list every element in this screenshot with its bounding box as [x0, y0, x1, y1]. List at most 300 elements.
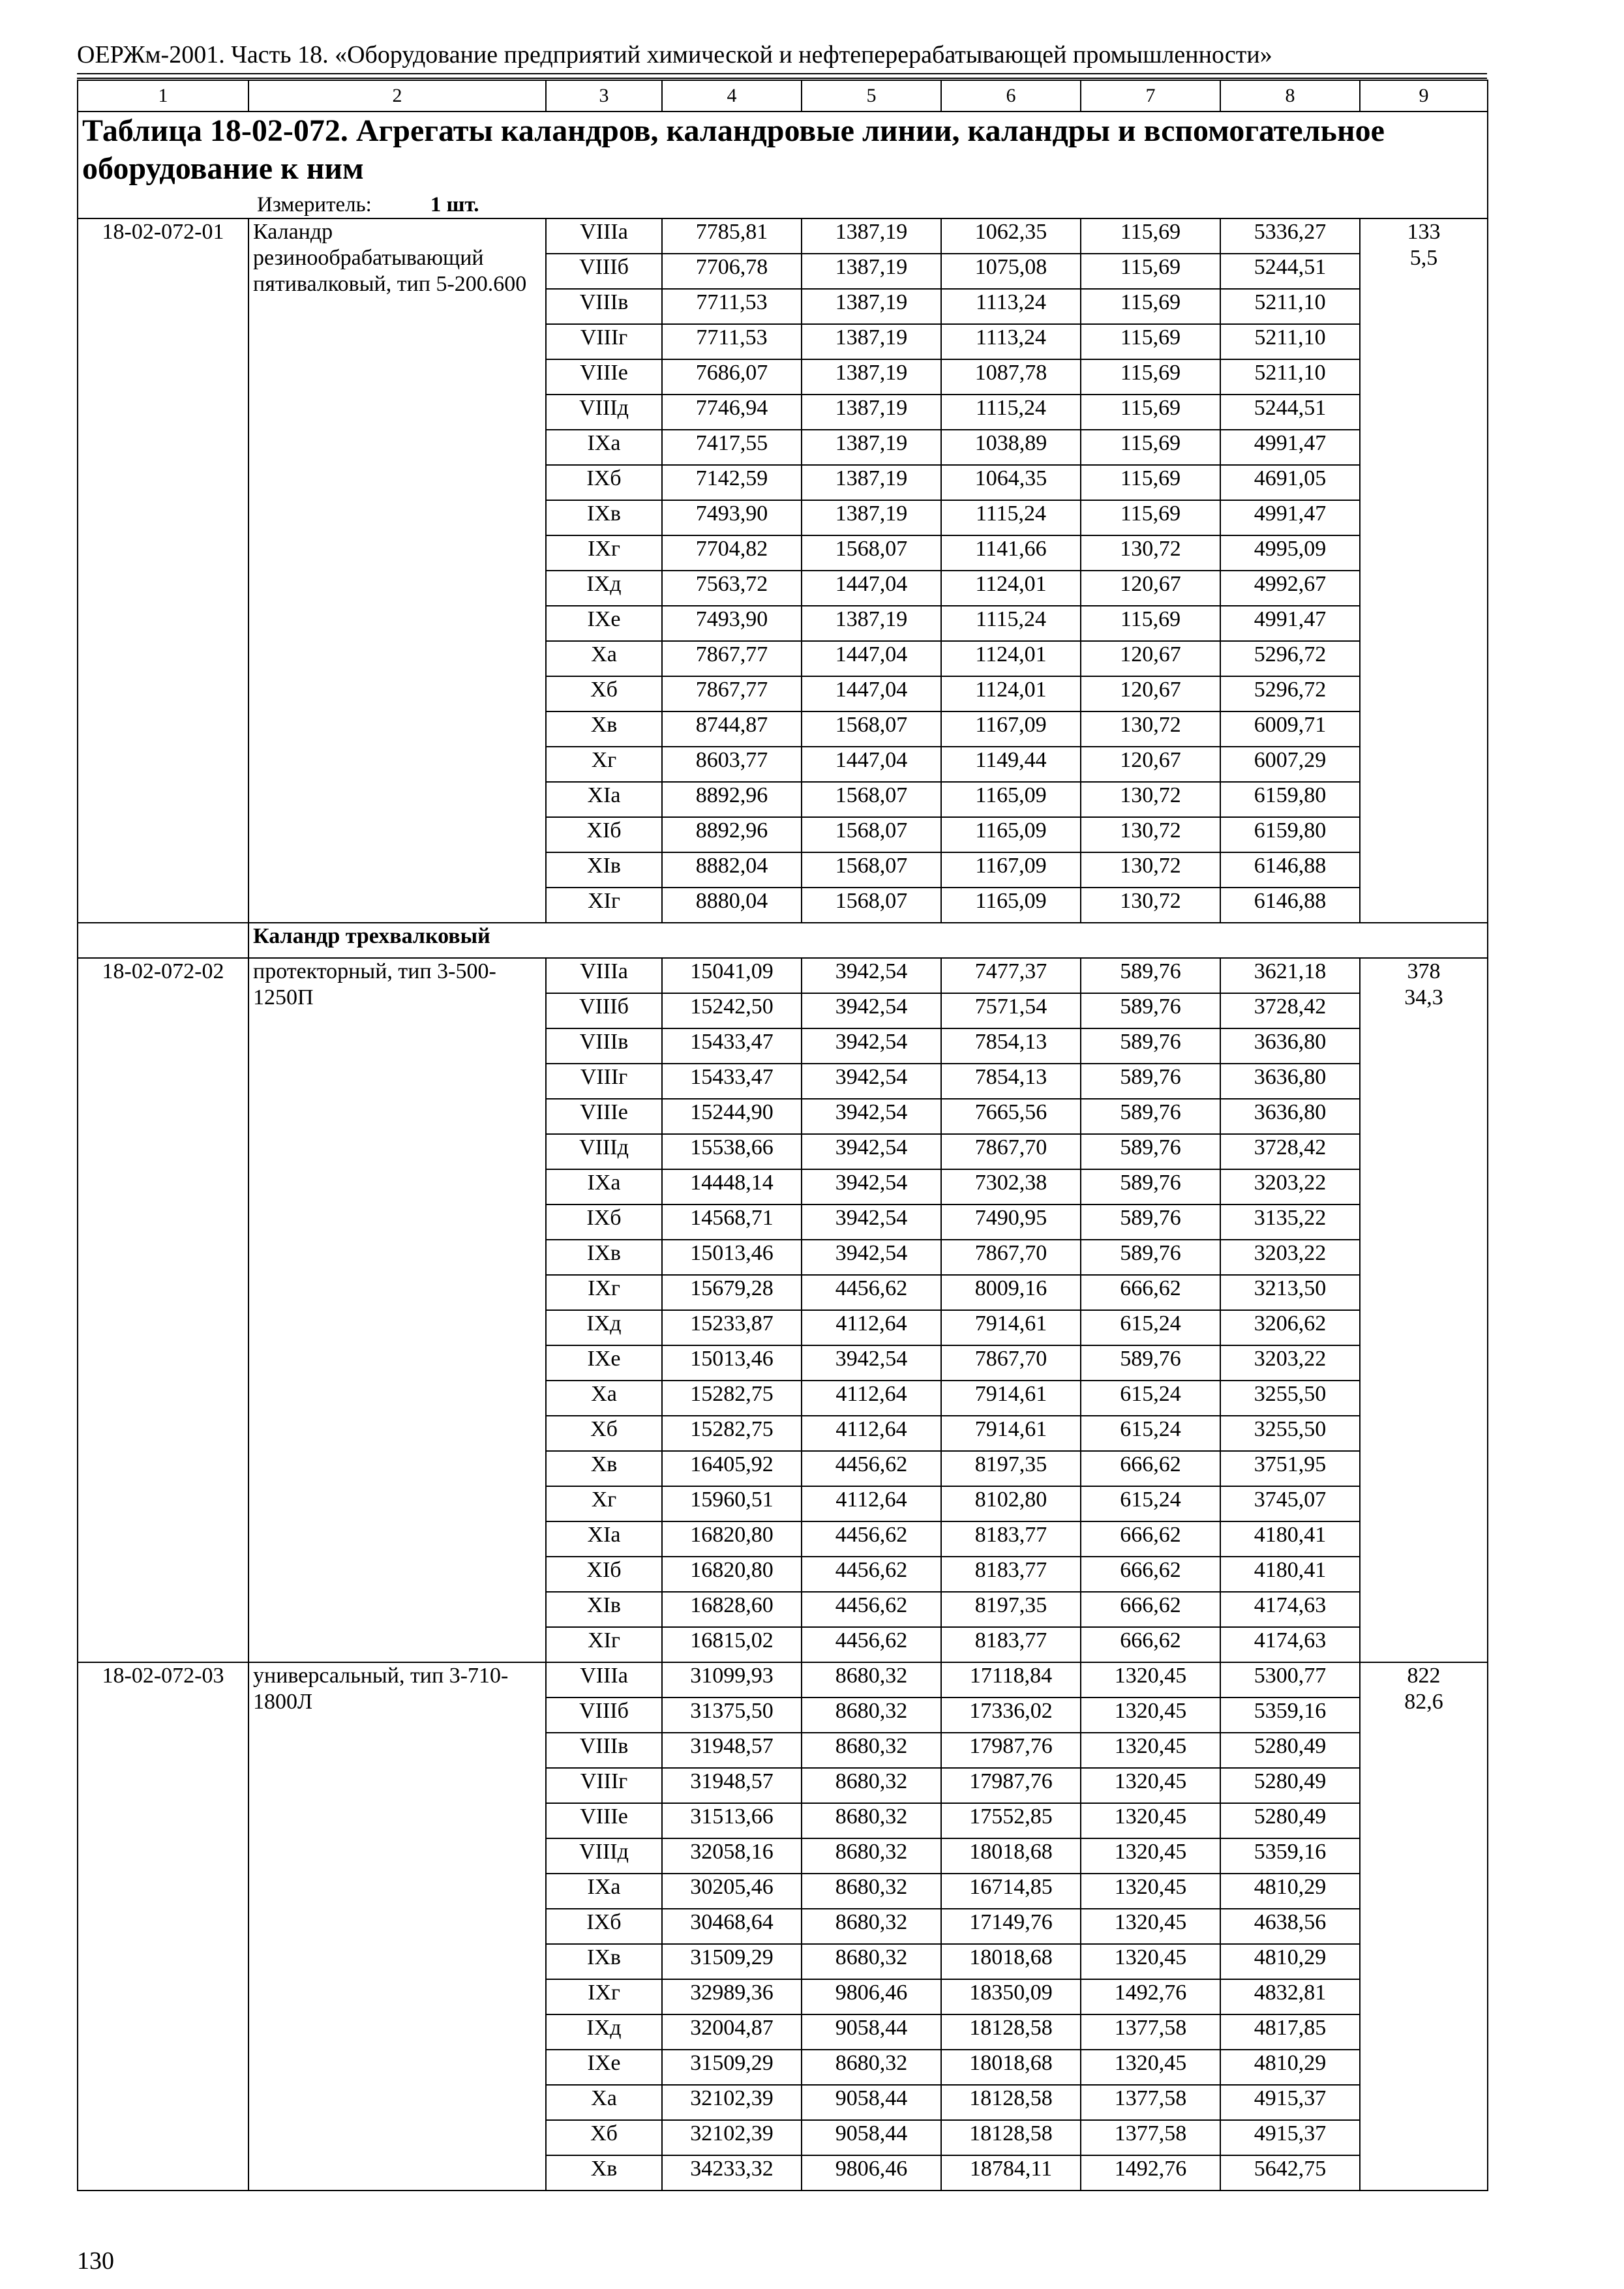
table-body: [78, 80, 1488, 2191]
value-cell: 5642,75: [1220, 2155, 1360, 2191]
value-cell: 5336,27: [1220, 218, 1360, 254]
value-cell: 15041,09: [662, 958, 802, 993]
value-cell: 3636,80: [1220, 1099, 1360, 1134]
value-cell: 1568,07: [802, 782, 941, 817]
zone-cell: IXг: [546, 1979, 662, 2014]
value-cell: 17336,02: [941, 1698, 1081, 1733]
zone-cell: XIб: [546, 1557, 662, 1592]
value-cell: 7867,70: [941, 1134, 1081, 1169]
value-cell: 31099,93: [662, 1662, 802, 1698]
value-cell: 1320,45: [1081, 1698, 1220, 1733]
value-cell: 15679,28: [662, 1275, 802, 1310]
value-cell: 16815,02: [662, 1627, 802, 1662]
value-cell: 4991,47: [1220, 606, 1360, 641]
value-cell: 7490,95: [941, 1204, 1081, 1240]
value-cell: 1387,19: [802, 500, 941, 535]
value-cell: 31948,57: [662, 1768, 802, 1803]
value-cell: 7785,81: [662, 218, 802, 254]
value-cell: 15282,75: [662, 1416, 802, 1451]
value-cell: 120,67: [1081, 571, 1220, 606]
value-cell: 4817,85: [1220, 2014, 1360, 2050]
value-cell: 1320,45: [1081, 1662, 1220, 1698]
value-cell: 1492,76: [1081, 1979, 1220, 2014]
value-cell: 3135,22: [1220, 1204, 1360, 1240]
value-cell: 8197,35: [941, 1592, 1081, 1627]
value-cell: 1320,45: [1081, 1733, 1220, 1768]
zone-cell: VIIIа: [546, 958, 662, 993]
value-cell: 115,69: [1081, 289, 1220, 324]
value-cell: 1387,19: [802, 359, 941, 395]
value-cell: 1320,45: [1081, 1874, 1220, 1909]
zone-cell: Xа: [546, 641, 662, 676]
column-number: 5: [802, 80, 941, 112]
value-cell: 31513,66: [662, 1803, 802, 1838]
value-cell: 3728,42: [1220, 993, 1360, 1028]
value-cell: 615,24: [1081, 1416, 1220, 1451]
value-cell: 3206,62: [1220, 1310, 1360, 1345]
zone-cell: Xг: [546, 1486, 662, 1521]
value-cell: 4691,05: [1220, 465, 1360, 500]
extra-values: [1360, 218, 1488, 923]
value-cell: 9806,46: [802, 2155, 941, 2191]
value-cell: 8197,35: [941, 1451, 1081, 1486]
value-cell: 1167,09: [941, 711, 1081, 747]
value-cell: 8680,32: [802, 1662, 941, 1698]
value-cell: 1062,35: [941, 218, 1081, 254]
measure-value: 1 шт.: [430, 193, 479, 217]
value-cell: 8680,32: [802, 1838, 941, 1874]
value-cell: 115,69: [1081, 254, 1220, 289]
value-cell: 18128,58: [941, 2085, 1081, 2120]
value-cell: 6159,80: [1220, 782, 1360, 817]
value-cell: 15538,66: [662, 1134, 802, 1169]
value-cell: 1075,08: [941, 254, 1081, 289]
value-cell: 1113,24: [941, 289, 1081, 324]
value-cell: 4112,64: [802, 1416, 941, 1451]
extra-values: [1360, 958, 1488, 1662]
value-cell: 130,72: [1081, 888, 1220, 923]
value-cell: 8183,77: [941, 1627, 1081, 1662]
value-cell: 4456,62: [802, 1557, 941, 1592]
extra-value: 378: [1407, 959, 1441, 983]
value-cell: 589,76: [1081, 1240, 1220, 1275]
value-cell: 1387,19: [802, 218, 941, 254]
zone-cell: XIб: [546, 817, 662, 852]
value-cell: 130,72: [1081, 711, 1220, 747]
value-cell: 1115,24: [941, 395, 1081, 430]
value-cell: 7571,54: [941, 993, 1081, 1028]
value-cell: 4112,64: [802, 1310, 941, 1345]
value-cell: 7493,90: [662, 606, 802, 641]
value-cell: 9058,44: [802, 2014, 941, 2050]
value-cell: 589,76: [1081, 1345, 1220, 1381]
page-number: 130: [77, 2247, 114, 2275]
zone-cell: XIг: [546, 888, 662, 923]
zone-cell: IXд: [546, 571, 662, 606]
value-cell: 4992,67: [1220, 571, 1360, 606]
value-cell: 8183,77: [941, 1521, 1081, 1557]
value-cell: 17552,85: [941, 1803, 1081, 1838]
column-number: 3: [546, 80, 662, 112]
value-cell: 3203,22: [1220, 1169, 1360, 1204]
value-cell: 8892,96: [662, 817, 802, 852]
value-cell: 4915,37: [1220, 2085, 1360, 2120]
value-cell: 18128,58: [941, 2120, 1081, 2155]
value-cell: 5280,49: [1220, 1803, 1360, 1838]
value-cell: 115,69: [1081, 500, 1220, 535]
value-cell: 3255,50: [1220, 1416, 1360, 1451]
table-title: Таблица 18-02-072. Агрегаты каландров, каландровые линии, каландры и вспомогательное оборудование к ним: [82, 113, 1385, 186]
zone-cell: IXв: [546, 500, 662, 535]
value-cell: 1387,19: [802, 324, 941, 359]
zone-cell: XIв: [546, 852, 662, 888]
value-cell: 1124,01: [941, 571, 1081, 606]
value-cell: 666,62: [1081, 1592, 1220, 1627]
value-cell: 1377,58: [1081, 2120, 1220, 2155]
value-cell: 18018,68: [941, 1838, 1081, 1874]
header-rule-double: [77, 78, 1487, 79]
value-cell: 4180,41: [1220, 1557, 1360, 1592]
value-cell: 7142,59: [662, 465, 802, 500]
value-cell: 3636,80: [1220, 1064, 1360, 1099]
value-cell: 130,72: [1081, 535, 1220, 571]
value-cell: 15433,47: [662, 1064, 802, 1099]
value-cell: 115,69: [1081, 465, 1220, 500]
value-cell: 4638,56: [1220, 1909, 1360, 1944]
value-cell: 31509,29: [662, 1944, 802, 1979]
value-cell: 5296,72: [1220, 676, 1360, 711]
value-cell: 3942,54: [802, 1345, 941, 1381]
group-heading: Каландр трехвалковый: [248, 923, 1488, 958]
table-row: [78, 1662, 1488, 1698]
table-row: [78, 958, 1488, 993]
value-cell: 7867,70: [941, 1240, 1081, 1275]
value-cell: 1320,45: [1081, 1838, 1220, 1874]
value-cell: 18128,58: [941, 2014, 1081, 2050]
value-cell: 6146,88: [1220, 888, 1360, 923]
item-code: 18-02-072-01: [78, 218, 248, 923]
value-cell: 666,62: [1081, 1521, 1220, 1557]
value-cell: 4995,09: [1220, 535, 1360, 571]
page-header: ОЕРЖм-2001. Часть 18. «Оборудование предприятий химической и нефтеперерабатывающей промышленности»: [77, 41, 1272, 68]
value-cell: 15433,47: [662, 1028, 802, 1064]
value-cell: 17987,76: [941, 1733, 1081, 1768]
zone-cell: VIIIв: [546, 1733, 662, 1768]
value-cell: 1320,45: [1081, 1768, 1220, 1803]
value-cell: 1492,76: [1081, 2155, 1220, 2191]
value-cell: 7302,38: [941, 1169, 1081, 1204]
zone-cell: VIIIе: [546, 359, 662, 395]
value-cell: 666,62: [1081, 1627, 1220, 1662]
value-cell: 7711,53: [662, 289, 802, 324]
value-cell: 115,69: [1081, 430, 1220, 465]
value-cell: 16820,80: [662, 1557, 802, 1592]
value-cell: 4456,62: [802, 1627, 941, 1662]
value-cell: 1320,45: [1081, 1909, 1220, 1944]
value-cell: 8882,04: [662, 852, 802, 888]
value-cell: 4174,63: [1220, 1592, 1360, 1627]
extra-value: 133: [1407, 220, 1441, 244]
value-cell: 15013,46: [662, 1240, 802, 1275]
value-cell: 7563,72: [662, 571, 802, 606]
value-cell: 9806,46: [802, 1979, 941, 2014]
value-cell: 1387,19: [802, 465, 941, 500]
value-cell: 615,24: [1081, 1310, 1220, 1345]
value-cell: 1320,45: [1081, 1803, 1220, 1838]
column-number: 1: [78, 80, 248, 112]
zone-cell: VIIIв: [546, 1028, 662, 1064]
value-cell: 115,69: [1081, 395, 1220, 430]
zone-cell: VIIIа: [546, 1662, 662, 1698]
value-cell: 1568,07: [802, 817, 941, 852]
value-cell: 8680,32: [802, 1944, 941, 1979]
value-cell: 32102,39: [662, 2120, 802, 2155]
value-cell: 17118,84: [941, 1662, 1081, 1698]
value-cell: 3942,54: [802, 993, 941, 1028]
column-number: 8: [1220, 80, 1360, 112]
value-cell: 1064,35: [941, 465, 1081, 500]
value-cell: 14568,71: [662, 1204, 802, 1240]
value-cell: 5359,16: [1220, 1698, 1360, 1733]
zone-cell: VIIIг: [546, 1064, 662, 1099]
value-cell: 5244,51: [1220, 395, 1360, 430]
value-cell: 615,24: [1081, 1486, 1220, 1521]
value-cell: 8680,32: [802, 1698, 941, 1733]
value-cell: 589,76: [1081, 1204, 1220, 1240]
item-code: 18-02-072-02: [78, 958, 248, 1662]
value-cell: 7417,55: [662, 430, 802, 465]
value-cell: 18784,11: [941, 2155, 1081, 2191]
value-cell: 589,76: [1081, 1064, 1220, 1099]
value-cell: 5280,49: [1220, 1733, 1360, 1768]
value-cell: 1568,07: [802, 888, 941, 923]
zone-cell: IXе: [546, 1345, 662, 1381]
value-cell: 3942,54: [802, 1064, 941, 1099]
zone-cell: VIIIе: [546, 1803, 662, 1838]
value-cell: 4180,41: [1220, 1521, 1360, 1557]
value-cell: 7711,53: [662, 324, 802, 359]
value-cell: 8183,77: [941, 1557, 1081, 1592]
value-cell: 3942,54: [802, 1169, 941, 1204]
value-cell: 9058,44: [802, 2120, 941, 2155]
value-cell: 4915,37: [1220, 2120, 1360, 2155]
value-cell: 8680,32: [802, 1909, 941, 1944]
zone-cell: IXа: [546, 1169, 662, 1204]
value-cell: 32989,36: [662, 1979, 802, 2014]
value-cell: 7686,07: [662, 359, 802, 395]
value-cell: 3203,22: [1220, 1240, 1360, 1275]
value-cell: 589,76: [1081, 1028, 1220, 1064]
value-cell: 9058,44: [802, 2085, 941, 2120]
zone-cell: Xг: [546, 747, 662, 782]
value-cell: 1568,07: [802, 852, 941, 888]
value-cell: 3751,95: [1220, 1451, 1360, 1486]
value-cell: 4174,63: [1220, 1627, 1360, 1662]
value-cell: 4456,62: [802, 1592, 941, 1627]
zone-cell: VIIIв: [546, 289, 662, 324]
zone-cell: IXг: [546, 1275, 662, 1310]
value-cell: 30468,64: [662, 1909, 802, 1944]
item-name: универсальный, тип 3-710-1800Л: [248, 1662, 546, 2191]
value-cell: 15242,50: [662, 993, 802, 1028]
value-cell: 120,67: [1081, 676, 1220, 711]
value-cell: 1568,07: [802, 711, 941, 747]
zone-cell: XIа: [546, 1521, 662, 1557]
value-cell: 15233,87: [662, 1310, 802, 1345]
value-cell: 115,69: [1081, 324, 1220, 359]
value-cell: 1115,24: [941, 500, 1081, 535]
column-number: 4: [662, 80, 802, 112]
value-cell: 3213,50: [1220, 1275, 1360, 1310]
value-cell: 3728,42: [1220, 1134, 1360, 1169]
extra-value: 822: [1407, 1664, 1441, 1688]
group-heading-empty: [78, 923, 248, 958]
zone-cell: IXа: [546, 1874, 662, 1909]
value-cell: 17149,76: [941, 1909, 1081, 1944]
value-cell: 120,67: [1081, 747, 1220, 782]
zone-cell: IXв: [546, 1240, 662, 1275]
value-cell: 5211,10: [1220, 359, 1360, 395]
value-cell: 8102,80: [941, 1486, 1081, 1521]
value-cell: 6007,29: [1220, 747, 1360, 782]
zone-cell: VIIIд: [546, 1838, 662, 1874]
zone-cell: IXб: [546, 1204, 662, 1240]
value-cell: 589,76: [1081, 1099, 1220, 1134]
column-number-row: [78, 80, 1488, 112]
value-cell: 4456,62: [802, 1521, 941, 1557]
zone-cell: XIв: [546, 1592, 662, 1627]
zone-cell: VIIIе: [546, 1099, 662, 1134]
zone-cell: Xв: [546, 711, 662, 747]
value-cell: 3636,80: [1220, 1028, 1360, 1064]
value-cell: 16714,85: [941, 1874, 1081, 1909]
zone-cell: Xб: [546, 1416, 662, 1451]
value-cell: 3745,07: [1220, 1486, 1360, 1521]
extra-value: 34,3: [1404, 985, 1443, 1010]
value-cell: 3942,54: [802, 958, 941, 993]
value-cell: 589,76: [1081, 1169, 1220, 1204]
zone-cell: VIIIа: [546, 218, 662, 254]
value-cell: 15244,90: [662, 1099, 802, 1134]
value-cell: 5300,77: [1220, 1662, 1360, 1698]
value-cell: 8680,32: [802, 1803, 941, 1838]
value-cell: 17987,76: [941, 1768, 1081, 1803]
value-cell: 7704,82: [662, 535, 802, 571]
value-cell: 15013,46: [662, 1345, 802, 1381]
measure-line: [82, 192, 1483, 218]
value-cell: 666,62: [1081, 1451, 1220, 1486]
zone-cell: Xв: [546, 1451, 662, 1486]
value-cell: 1387,19: [802, 606, 941, 641]
table-row: [78, 218, 1488, 254]
zone-cell: IXг: [546, 535, 662, 571]
value-cell: 589,76: [1081, 1134, 1220, 1169]
value-cell: 1320,45: [1081, 2050, 1220, 2085]
zone-cell: VIIIб: [546, 993, 662, 1028]
value-cell: 4112,64: [802, 1486, 941, 1521]
value-cell: 32058,16: [662, 1838, 802, 1874]
extra-value: 5,5: [1409, 246, 1438, 270]
value-cell: 7914,61: [941, 1381, 1081, 1416]
value-cell: 7706,78: [662, 254, 802, 289]
value-cell: 130,72: [1081, 782, 1220, 817]
measure-label: Измеритель:: [257, 193, 372, 217]
value-cell: 7867,70: [941, 1345, 1081, 1381]
zone-cell: IXа: [546, 430, 662, 465]
title-cell: [78, 112, 1488, 218]
value-cell: 589,76: [1081, 993, 1220, 1028]
value-cell: 16405,92: [662, 1451, 802, 1486]
zone-cell: IXе: [546, 2050, 662, 2085]
value-cell: 589,76: [1081, 958, 1220, 993]
zone-cell: XIа: [546, 782, 662, 817]
value-cell: 3942,54: [802, 1240, 941, 1275]
value-cell: 4991,47: [1220, 500, 1360, 535]
value-cell: 31948,57: [662, 1733, 802, 1768]
value-cell: 1087,78: [941, 359, 1081, 395]
value-cell: 14448,14: [662, 1169, 802, 1204]
item-code: 18-02-072-03: [78, 1662, 248, 2191]
value-cell: 7746,94: [662, 395, 802, 430]
value-cell: 31375,50: [662, 1698, 802, 1733]
value-cell: 1447,04: [802, 747, 941, 782]
value-cell: 1124,01: [941, 676, 1081, 711]
value-cell: 1149,44: [941, 747, 1081, 782]
value-cell: 1165,09: [941, 782, 1081, 817]
value-cell: 3942,54: [802, 1204, 941, 1240]
value-cell: 4810,29: [1220, 2050, 1360, 2085]
value-cell: 30205,46: [662, 1874, 802, 1909]
value-cell: 3942,54: [802, 1099, 941, 1134]
value-cell: 7665,56: [941, 1099, 1081, 1134]
zone-cell: VIIIб: [546, 1698, 662, 1733]
rates-table: [77, 80, 1488, 2191]
value-cell: 4456,62: [802, 1451, 941, 1486]
value-cell: 8680,32: [802, 1768, 941, 1803]
value-cell: 7914,61: [941, 1310, 1081, 1345]
value-cell: 7854,13: [941, 1064, 1081, 1099]
value-cell: 16820,80: [662, 1521, 802, 1557]
zone-cell: VIIIб: [546, 254, 662, 289]
value-cell: 31509,29: [662, 2050, 802, 2085]
extra-values: [1360, 1662, 1488, 2191]
value-cell: 32102,39: [662, 2085, 802, 2120]
zone-cell: Xв: [546, 2155, 662, 2191]
zone-cell: VIIIд: [546, 395, 662, 430]
value-cell: 115,69: [1081, 359, 1220, 395]
value-cell: 7493,90: [662, 500, 802, 535]
value-cell: 1141,66: [941, 535, 1081, 571]
value-cell: 666,62: [1081, 1557, 1220, 1592]
value-cell: 120,67: [1081, 641, 1220, 676]
value-cell: 4832,81: [1220, 1979, 1360, 2014]
value-cell: 4810,29: [1220, 1874, 1360, 1909]
value-cell: 7914,61: [941, 1416, 1081, 1451]
value-cell: 8680,32: [802, 1733, 941, 1768]
item-name: протекторный, тип 3-500-1250П: [248, 958, 546, 1662]
value-cell: 1113,24: [941, 324, 1081, 359]
value-cell: 1165,09: [941, 888, 1081, 923]
value-cell: 3621,18: [1220, 958, 1360, 993]
zone-cell: IXб: [546, 465, 662, 500]
value-cell: 1124,01: [941, 641, 1081, 676]
value-cell: 1038,89: [941, 430, 1081, 465]
value-cell: 7867,77: [662, 641, 802, 676]
value-cell: 4991,47: [1220, 430, 1360, 465]
zone-cell: Xа: [546, 2085, 662, 2120]
title-row: [78, 112, 1488, 218]
value-cell: 1320,45: [1081, 1944, 1220, 1979]
